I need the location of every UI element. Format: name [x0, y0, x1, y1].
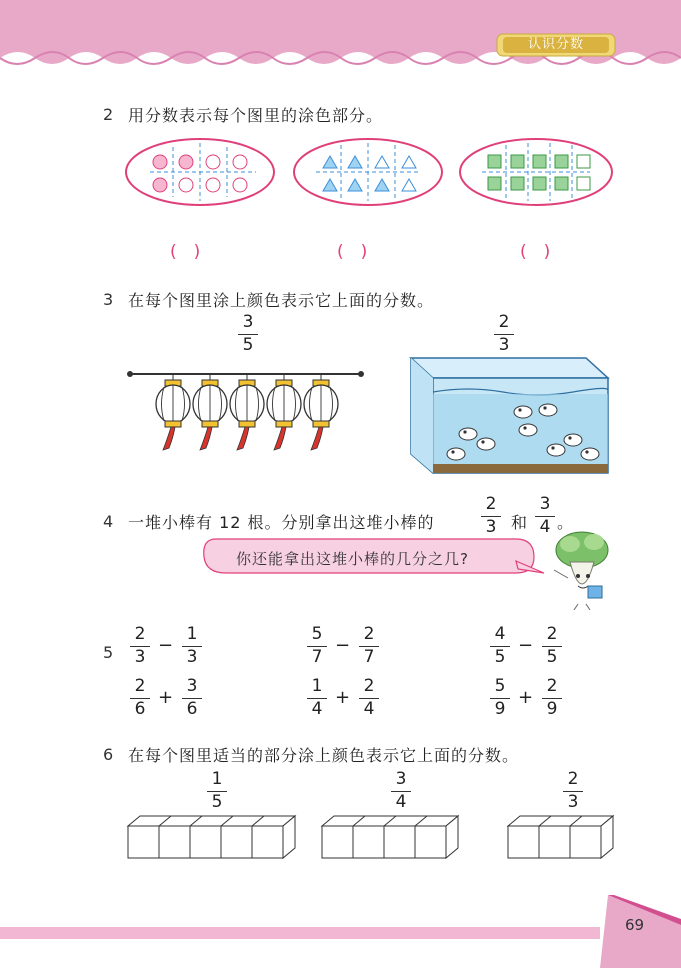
numerator: 2	[363, 624, 375, 644]
denominator: 9	[494, 699, 506, 720]
numerator: 2	[134, 624, 146, 644]
question-6-number: 6	[103, 745, 114, 764]
q5-expr-2-3-operator: +	[518, 687, 534, 708]
denominator: 4	[539, 517, 551, 538]
numerator: 4	[494, 624, 506, 644]
question-3-text: 在每个图里涂上颜色表示它上面的分数。	[128, 291, 435, 310]
numerator: 2	[567, 769, 579, 789]
q6-strip-1[interactable]	[128, 816, 295, 858]
denominator: 3	[186, 647, 198, 668]
q3-fraction-fishtank	[494, 313, 514, 355]
denominator: 5	[494, 647, 506, 668]
question-4-number: 4	[103, 512, 114, 531]
q4-and-word: 和	[511, 513, 529, 532]
denominator: 6	[134, 699, 146, 720]
numerator: 2	[485, 494, 497, 514]
q6-box-strips	[120, 812, 630, 868]
lanterns-illustration	[125, 360, 370, 455]
denominator: 3	[498, 335, 510, 356]
lantern-3	[230, 374, 264, 450]
q5-expr-2-2-operator: +	[335, 687, 351, 708]
q2-squares-grid	[482, 143, 590, 201]
numerator: 2	[134, 676, 146, 696]
question-6-text: 在每个图里适当的部分涂上颜色表示它上面的分数。	[128, 746, 520, 765]
lantern-2	[193, 374, 227, 450]
q2-triangles-grid	[316, 143, 420, 201]
q2-figures	[120, 135, 650, 210]
q5-expr-1-2-operator: −	[335, 635, 351, 656]
denominator: 3	[134, 647, 146, 668]
numerator: 5	[494, 676, 506, 696]
q2-answer-blank-2[interactable]: ( )	[337, 242, 368, 262]
footer-bar	[0, 927, 600, 939]
cabbage-mascot-icon	[548, 528, 618, 610]
q4-fraction-1	[481, 495, 501, 537]
numerator: 2	[546, 676, 558, 696]
lantern-1	[156, 374, 190, 450]
q4-period: 。	[557, 513, 575, 532]
question-5-number: 5	[103, 643, 114, 662]
denominator: 4	[363, 699, 375, 720]
q6-fraction-3	[563, 770, 583, 812]
numerator: 2	[498, 312, 510, 332]
denominator: 7	[363, 647, 375, 668]
q5-expr-1-2-right-fraction	[359, 625, 379, 667]
denominator: 9	[546, 699, 558, 720]
numerator: 1	[311, 676, 323, 696]
lantern-5	[304, 374, 338, 450]
q5-expr-1-2-left-fraction	[307, 625, 327, 667]
q5-expr-2-1-left-fraction	[130, 677, 150, 719]
denominator: 6	[186, 699, 198, 720]
q5-expr-1-1-operator: −	[158, 635, 174, 656]
numerator: 2	[363, 676, 375, 696]
denominator: 4	[395, 792, 407, 813]
q5-expr-1-3-left-fraction	[490, 625, 510, 667]
numerator: 1	[186, 624, 198, 644]
numerator: 3	[242, 312, 254, 332]
q5-expr-1-1-left-fraction	[130, 625, 150, 667]
question-2-text: 用分数表示每个图里的涂色部分。	[128, 106, 384, 125]
q5-expr-1-3-operator: −	[518, 635, 534, 656]
question-2-number: 2	[103, 105, 114, 124]
denominator: 7	[311, 647, 323, 668]
q5-expr-2-3-right-fraction	[542, 677, 562, 719]
page-number: 69	[625, 916, 645, 934]
question-4-text: 一堆小棒有 12 根。分别拿出这堆小棒的	[128, 513, 435, 532]
denominator: 5	[546, 647, 558, 668]
q5-expr-2-1-operator: +	[158, 687, 174, 708]
q5-expr-2-2-right-fraction	[359, 677, 379, 719]
denominator: 3	[567, 792, 579, 813]
q6-fraction-2	[391, 770, 411, 812]
numerator: 2	[546, 624, 558, 644]
q5-expr-2-2-left-fraction	[307, 677, 327, 719]
q6-strip-3[interactable]	[508, 816, 613, 858]
lantern-4	[267, 374, 301, 450]
numerator: 5	[311, 624, 323, 644]
numerator: 3	[539, 494, 551, 514]
bubble-text: 你还能拿出这堆小棒的几分之几?	[236, 550, 469, 568]
section-label: 认识分数	[527, 37, 584, 52]
numerator: 1	[211, 769, 223, 789]
q2-answer-blank-3[interactable]: ( )	[520, 242, 551, 262]
question-3-number: 3	[103, 290, 114, 309]
denominator: 3	[485, 517, 497, 538]
denominator: 4	[311, 699, 323, 720]
q3-fraction-lanterns	[238, 313, 258, 355]
q2-circles-grid	[150, 143, 256, 201]
numerator: 3	[395, 769, 407, 789]
q5-expr-1-3-right-fraction	[542, 625, 562, 667]
q2-answer-blank-1[interactable]: ( )	[170, 242, 201, 262]
fish-tank-illustration	[408, 352, 613, 480]
q5-expr-1-1-right-fraction	[182, 625, 202, 667]
q6-strip-2[interactable]	[322, 816, 458, 858]
q6-fraction-1	[207, 770, 227, 812]
numerator: 3	[186, 676, 198, 696]
q5-expr-2-1-right-fraction	[182, 677, 202, 719]
denominator: 5	[242, 335, 254, 356]
denominator: 5	[211, 792, 223, 813]
q5-expr-2-3-left-fraction	[490, 677, 510, 719]
